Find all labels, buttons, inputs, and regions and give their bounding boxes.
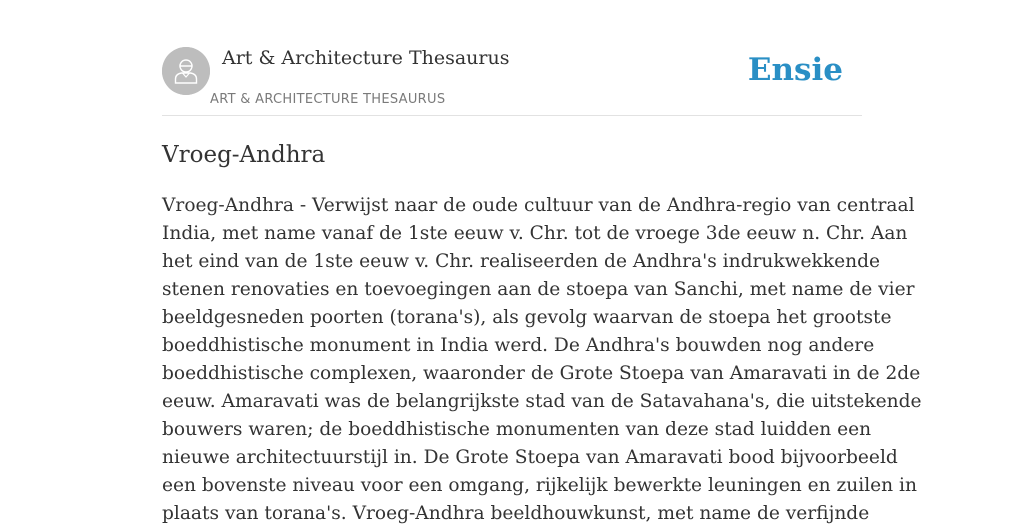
page-container — [162, 0, 922, 524]
article-line: boeddhistische monument in India werd. De Andhra's bouwden nog andere — [162, 335, 875, 356]
article-line: bouwers waren; de boeddhistische monumenten van deze stad luidden een — [162, 419, 872, 440]
article-line: nieuwe architectuurstijl in. De Grote Stoepa van Amaravati bood bijvoorbeeld — [162, 447, 898, 468]
article-line: India, met name vanaf de 1ste eeuw v. Chr. tot de vroege 3de eeuw n. Chr. Aan — [162, 223, 908, 244]
article-line: een bovenste niveau voor een omgang, rijkelijk bewerkte leuningen en zuilen in — [162, 475, 917, 496]
article-body — [162, 192, 922, 528]
article-line: Vroeg-Andhra - Verwijst naar de oude cultuur van de Andhra-regio van centraal — [162, 195, 915, 216]
author-subtitle[interactable]: ART & ARCHITECTURE THESAURUS — [210, 92, 446, 107]
page-title: Vroeg-Andhra — [162, 142, 326, 168]
article-line: het eind van de 1ste eeuw v. Chr. realiseerden de Andhra's indrukwekkende — [162, 251, 880, 272]
article-line: plaats van torana's. Vroeg-Andhra beeldhouwkunst, met name de verfijnde — [162, 503, 870, 524]
article-line: eeuw. Amaravati was de belangrijkste stad van de Satavahana's, die uitstekende — [162, 391, 922, 412]
author-name-link[interactable]: Art & Architecture Thesaurus — [222, 47, 510, 69]
article-line: stenen renovaties en toevoegingen aan de stoepa van Sanchi, met name de vier — [162, 279, 915, 300]
page-header — [162, 0, 862, 116]
article-line: beeldgesneden poorten (torana's), als gevolg waarvan de stoepa het grootste — [162, 307, 892, 328]
article-line: boeddhistische complexen, waaronder de Grote Stoepa van Amaravati in de 2de — [162, 363, 921, 384]
brand-logo[interactable]: Ensie — [747, 52, 843, 88]
user-avatar-icon[interactable] — [162, 47, 210, 95]
